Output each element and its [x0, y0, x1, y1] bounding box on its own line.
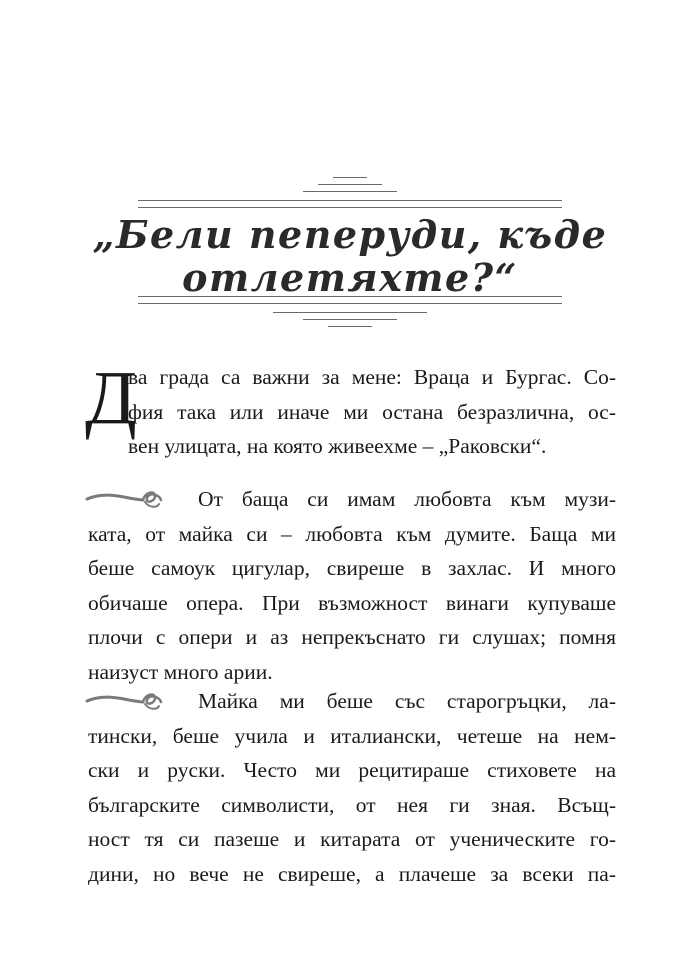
text-line: ва града са важни за мене: Враца и Бургас. Со-	[128, 365, 616, 389]
chapter-title-line-2: отлетяхте?“	[182, 255, 518, 300]
text-line: наизуст много арии.	[88, 659, 273, 684]
text-line: Майка ми беше със старогръцки, ла-	[198, 689, 616, 713]
chapter-title-line-1: „Бели пеперуди, къде	[92, 212, 608, 257]
text-line: българските символисти, от нея ги зная. Всъщ-	[88, 792, 616, 817]
text-line: ност тя си пазеше и китарата от ученическите го-	[88, 827, 616, 851]
text-line: От баща си имам любовта към музи-	[198, 487, 616, 511]
text-line: вен улицата, на която живеехме – „Раковски“.	[128, 434, 547, 458]
text-line: плочи с опери и аз непрекъснато ги слушах; помня	[88, 625, 616, 649]
text-line: ката, от майка си – любовта към думите. Баща ми	[88, 521, 616, 546]
paragraph-3	[88, 684, 616, 891]
text-line: ски и руски. Често ми рецитираше стиховете на	[88, 758, 616, 782]
paragraph-1	[88, 360, 616, 464]
drop-cap: Д	[85, 356, 137, 440]
text-line: обичаше опера. При възможност винаги купуваше	[88, 590, 616, 615]
text-line: тински, беше учила и италиански, четеше на нем-	[88, 723, 616, 748]
text-line: фия така или иначе ми остана безразлична, ос-	[128, 399, 616, 424]
text-line: дини, но вече не свиреше, а плачеше за всеки па-	[88, 861, 616, 886]
paragraph-2	[88, 482, 616, 689]
text-line: беше самоук цигулар, свиреше в захлас. И много	[88, 556, 616, 580]
